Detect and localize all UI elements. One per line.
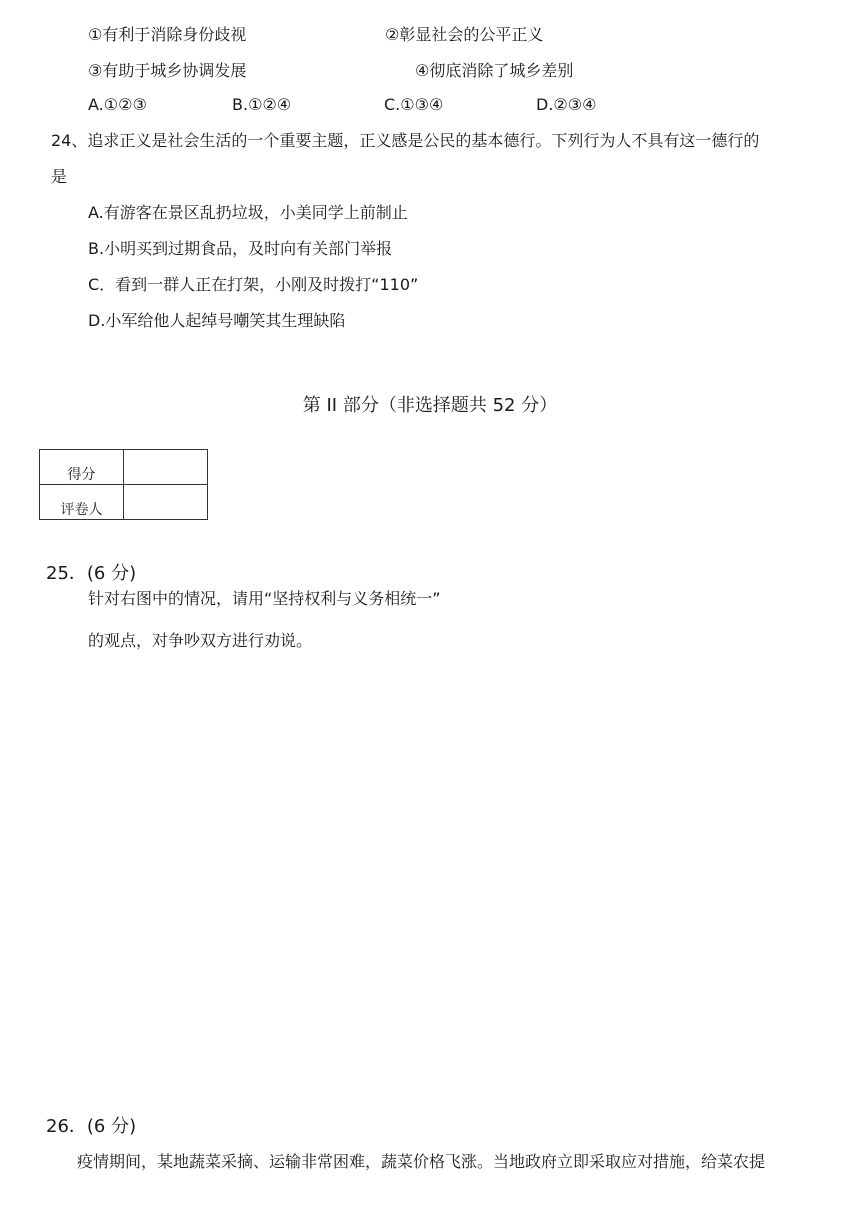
score-table <box>39 449 208 520</box>
q23-option-b: B.①②④ <box>232 95 292 114</box>
grader-input-cell[interactable] <box>124 485 208 520</box>
q26-number: 26．(6 分) <box>46 1116 137 1137</box>
q25-prompt-line-1: 针对右图中的情况，请用“坚持权利与义务相统一” <box>88 589 441 608</box>
q24-option-c: C．看到一群人正在打架，小刚及时拨打“110” <box>88 275 419 294</box>
part-2-title: 第 II 部分（非选择题共 52 分） <box>302 395 558 416</box>
q23-statement-4: ④彻底消除了城乡差别 <box>415 61 574 80</box>
q24-option-a: A.有游客在景区乱扔垃圾，小美同学上前制止 <box>88 203 408 222</box>
q23-statement-1: ①有利于消除身份歧视 <box>88 25 247 44</box>
score-label: 得分 <box>40 450 124 485</box>
q25-prompt-line-2: 的观点，对争吵双方进行劝说。 <box>88 631 313 650</box>
q25-number: 25．(6 分) <box>46 563 137 584</box>
q23-option-c: C.①③④ <box>384 95 444 114</box>
q23-statement-3: ③有助于城乡协调发展 <box>88 61 247 80</box>
q24-option-b: B.小明买到过期食品，及时向有关部门举报 <box>88 239 393 258</box>
q23-statement-2: ②彰显社会的公平正义 <box>385 25 544 44</box>
q24-stem-continued: 是 <box>51 167 68 186</box>
q24-stem: 24、追求正义是社会生活的一个重要主题，正义感是公民的基本德行。下列行为人不具有这一德行的 <box>51 131 760 150</box>
score-input-cell[interactable] <box>124 450 208 485</box>
grader-label: 评卷人 <box>40 485 124 520</box>
q23-option-a: A.①②③ <box>88 95 147 114</box>
q26-prompt-line-1: 疫情期间，某地蔬菜采摘、运输非常困难，蔬菜价格飞涨。当地政府立即采取应对措施，给菜农提 <box>77 1152 766 1171</box>
q23-option-d: D.②③④ <box>536 95 597 114</box>
q24-option-d: D.小军给他人起绰号嘲笑其生理缺陷 <box>88 311 346 330</box>
